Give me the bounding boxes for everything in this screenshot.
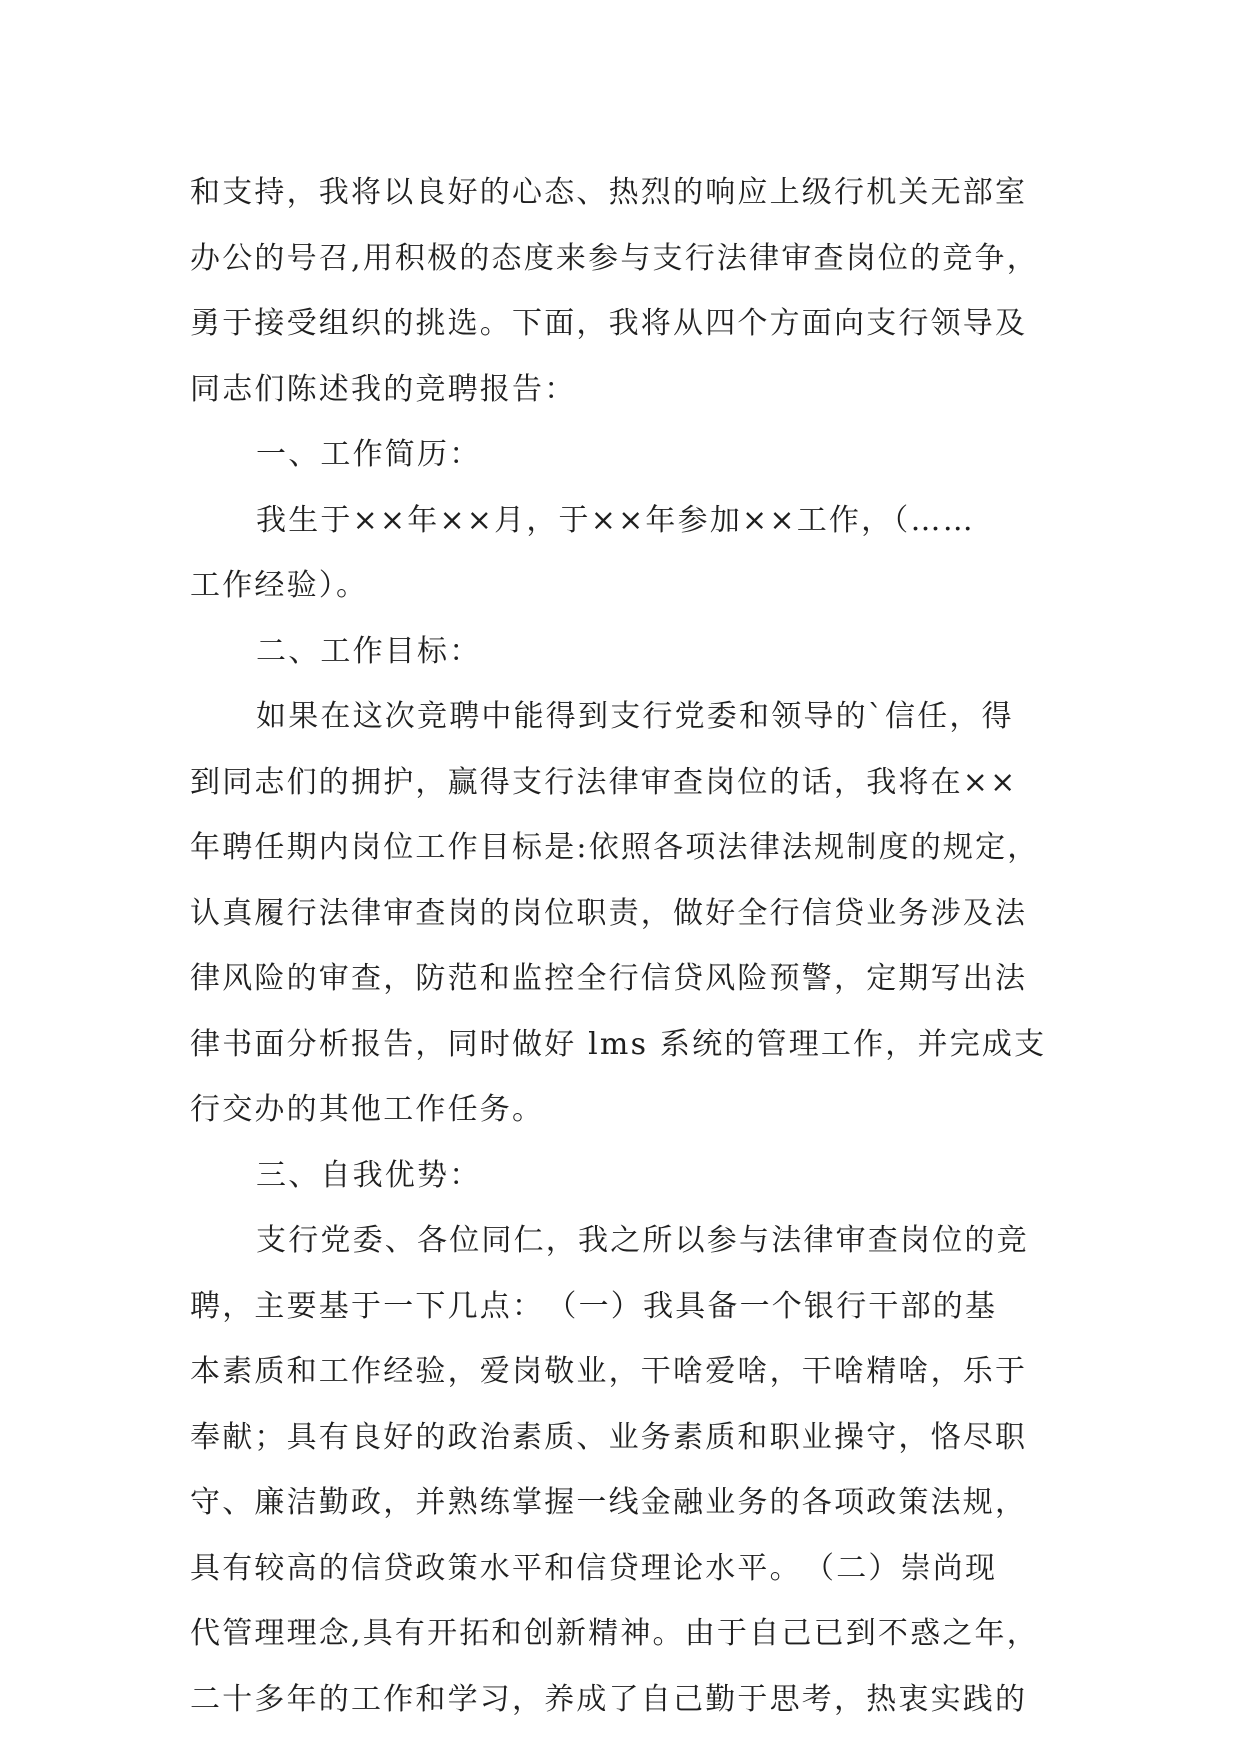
text-line: 到同志们的拥护，赢得支行法律审查岗位的话，我将在×× — [190, 764, 1018, 800]
text-line: 年聘任期内岗位工作目标是:依照各项法律法规制度的规定， — [190, 830, 1040, 865]
section-heading-work-history: 一、工作简历： — [256, 437, 482, 472]
text-line: 律风险的审查，防范和监控全行信贷风险预警，定期写出法 — [190, 961, 1028, 996]
text-line: 如果在这次竞聘中能得到支行党委和领导的`信任，得 — [256, 699, 1014, 734]
text-line: 本素质和工作经验，爱岗敬业，干啥爱啥，干啥精啥，乐于 — [190, 1354, 1028, 1389]
text-line: 二十多年的工作和学习，养成了自己勤于思考，热衷实践的 — [190, 1681, 1028, 1717]
text-line: 支行党委、各位同仁，我之所以参与法律审查岗位的竞 — [256, 1223, 1029, 1258]
text-line: 工作经验）。 — [190, 568, 369, 603]
section-heading-work-goals: 二、工作目标： — [256, 633, 482, 669]
text-line: 代管理理念,具有开拓和创新精神。由于自己已到不惑之年， — [190, 1616, 1039, 1651]
text-line: 具有较高的信贷政策水平和信贷理论水平。 （二）崇尚现 — [190, 1550, 998, 1586]
section-heading-self-advantages: 三、自我优势： — [256, 1157, 482, 1193]
text-line: 认真履行法律审查岗的岗位职责，做好全行信贷业务涉及法 — [190, 895, 1028, 931]
text-line: 聘，主要基于一下几点： （一）我具备一个银行干部的基 — [190, 1288, 998, 1324]
text-line: 和支持，我将以良好的心态、热烈的响应上级行机关无部室 — [190, 175, 1028, 210]
text-line: 办公的号召,用积极的态度来参与支行法律审查岗位的竞争， — [190, 240, 1039, 276]
text-line: 同志们陈述我的竞聘报告： — [190, 371, 577, 407]
document-body — [190, 160, 1080, 1732]
text-line: 奉献；具有良好的政治素质、业务素质和职业操守，恪尽职 — [190, 1419, 1028, 1455]
text-line: 律书面分析报告，同时做好 lms 系统的管理工作，并完成支 — [190, 1026, 1047, 1062]
text-line: 我生于××年××月，于××年参加××工作，（…… — [256, 502, 975, 538]
text-line: 勇于接受组织的挑选。下面，我将从四个方面向支行领导及 — [190, 306, 1028, 341]
text-line: 守、廉洁勤政，并熟练掌握一线金融业务的各项政策法规， — [190, 1485, 1028, 1520]
text-line: 行交办的其他工作任务。 — [190, 1092, 545, 1127]
